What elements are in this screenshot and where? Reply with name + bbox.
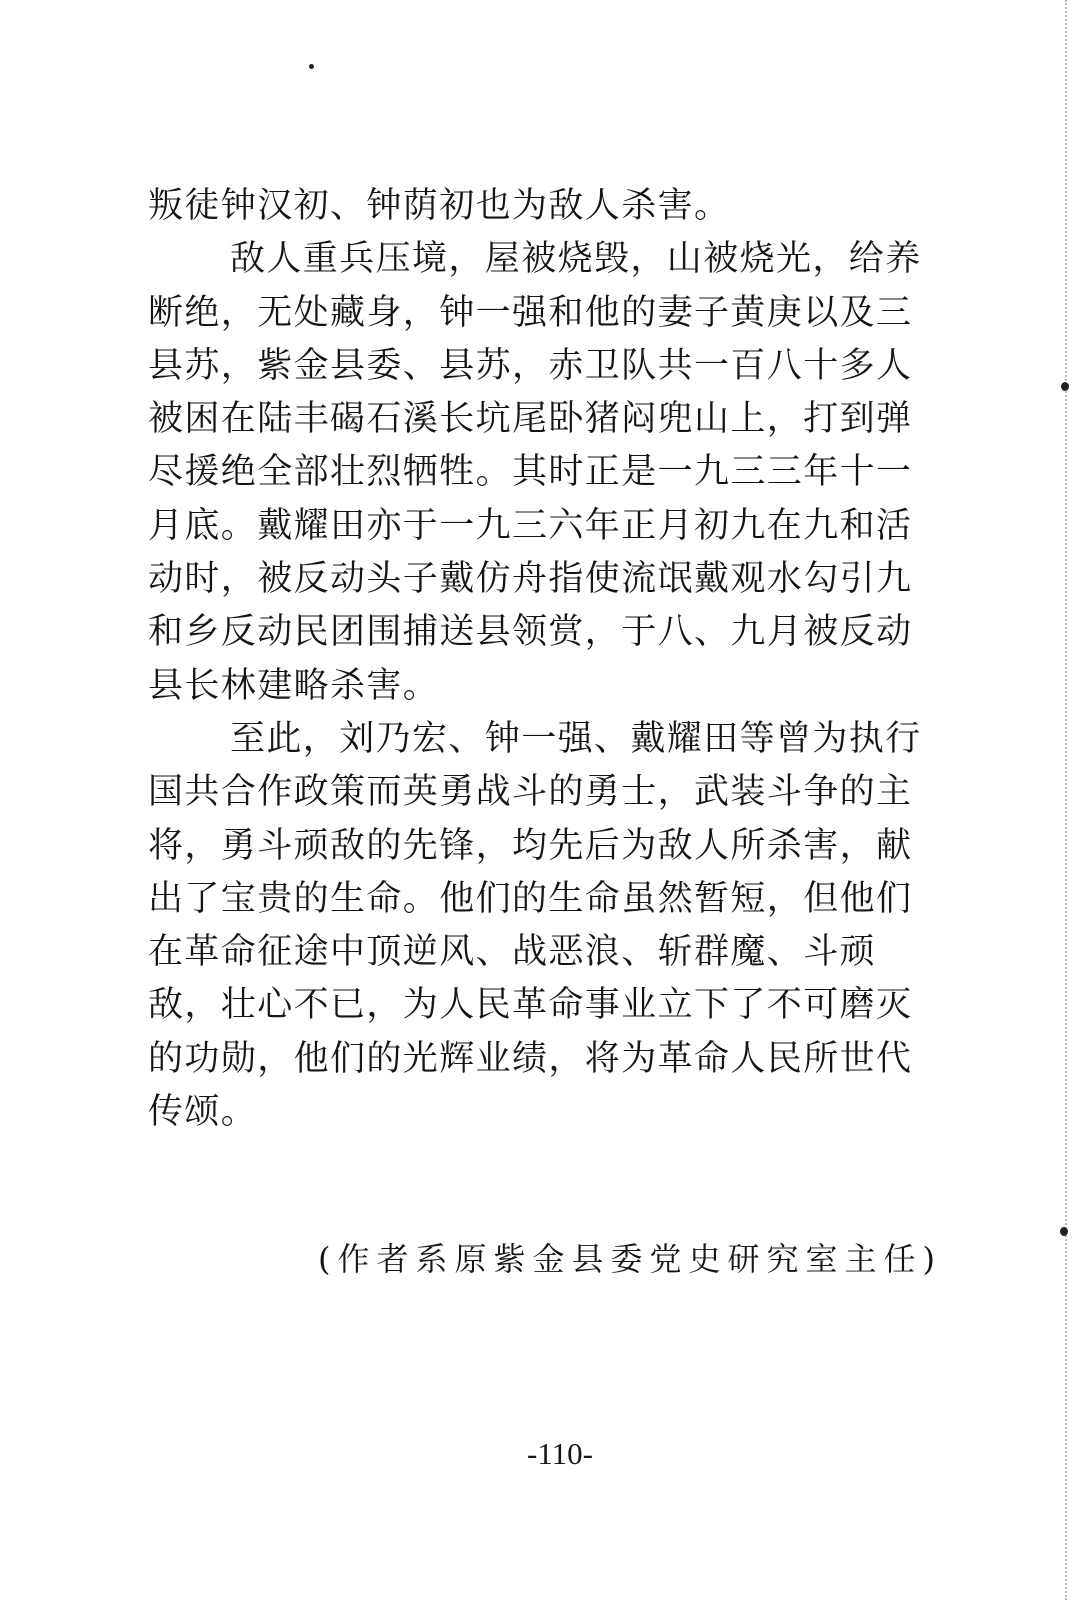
page-number: -110- (527, 1436, 593, 1471)
scan-dot-right-upper (1061, 382, 1069, 391)
scan-dot-top (309, 64, 314, 69)
text-line: 国共合作政策而英勇战斗的勇士，武装斗争的主 (148, 772, 913, 813)
text-line: 出了宝贵的生命。他们的生命虽然暂短，但他们 (148, 878, 913, 919)
text-line: 敌，壮心不已，为人民革命事业立下了不可磨灭 (148, 985, 913, 1026)
text-line: 将，勇斗顽敌的先锋，均先后为敌人所杀害，献 (148, 825, 913, 866)
text-line: 被困在陆丰碣石溪长坑尾卧猪闷兜山上，打到弹 (148, 399, 913, 440)
text-line: 尽援绝全部壮烈牺牲。其时正是一九三三年十一 (148, 452, 913, 493)
paragraph-first-line: 敌人重兵压境，屋被烧毁，山被烧光，给养 (230, 239, 922, 280)
text-line: 县苏，紫金县委、县苏，赤卫队共一百八十多人 (148, 345, 913, 386)
text-line: 断绝，无处藏身，钟一强和他的妻子黄庚以及三 (148, 292, 913, 333)
paragraph-first-line: 至此，刘乃宏、钟一强、戴耀田等曾为执行 (230, 718, 922, 759)
text-line: 的功勋，他们的光辉业绩，将为革命人民所世代 (148, 1038, 913, 1079)
author-note: (作者系原紫金县委党史研究室主任) (318, 1240, 942, 1278)
text-line: 县长林建略杀害。 (148, 665, 440, 706)
scan-dot-right-lower (1060, 1227, 1068, 1236)
text-line: 叛徒钟汉初、钟荫初也为敌人杀害。 (148, 186, 731, 226)
text-line: 传颂。 (148, 1092, 258, 1133)
scan-edge-border (1065, 0, 1087, 1600)
text-line: 和乡反动民团围捕送县领赏，于八、九月被反动 (148, 612, 913, 653)
text-line: 在革命征途中顶逆风、战恶浪、斩群魔、斗顽 (148, 932, 877, 973)
text-line: 月底。戴耀田亦于一九三六年正月初九在九和活 (148, 505, 913, 546)
body-text (148, 180, 978, 1139)
text-line: 动时，被反动头子戴仿舟指使流氓戴观水勾引九 (148, 559, 913, 600)
